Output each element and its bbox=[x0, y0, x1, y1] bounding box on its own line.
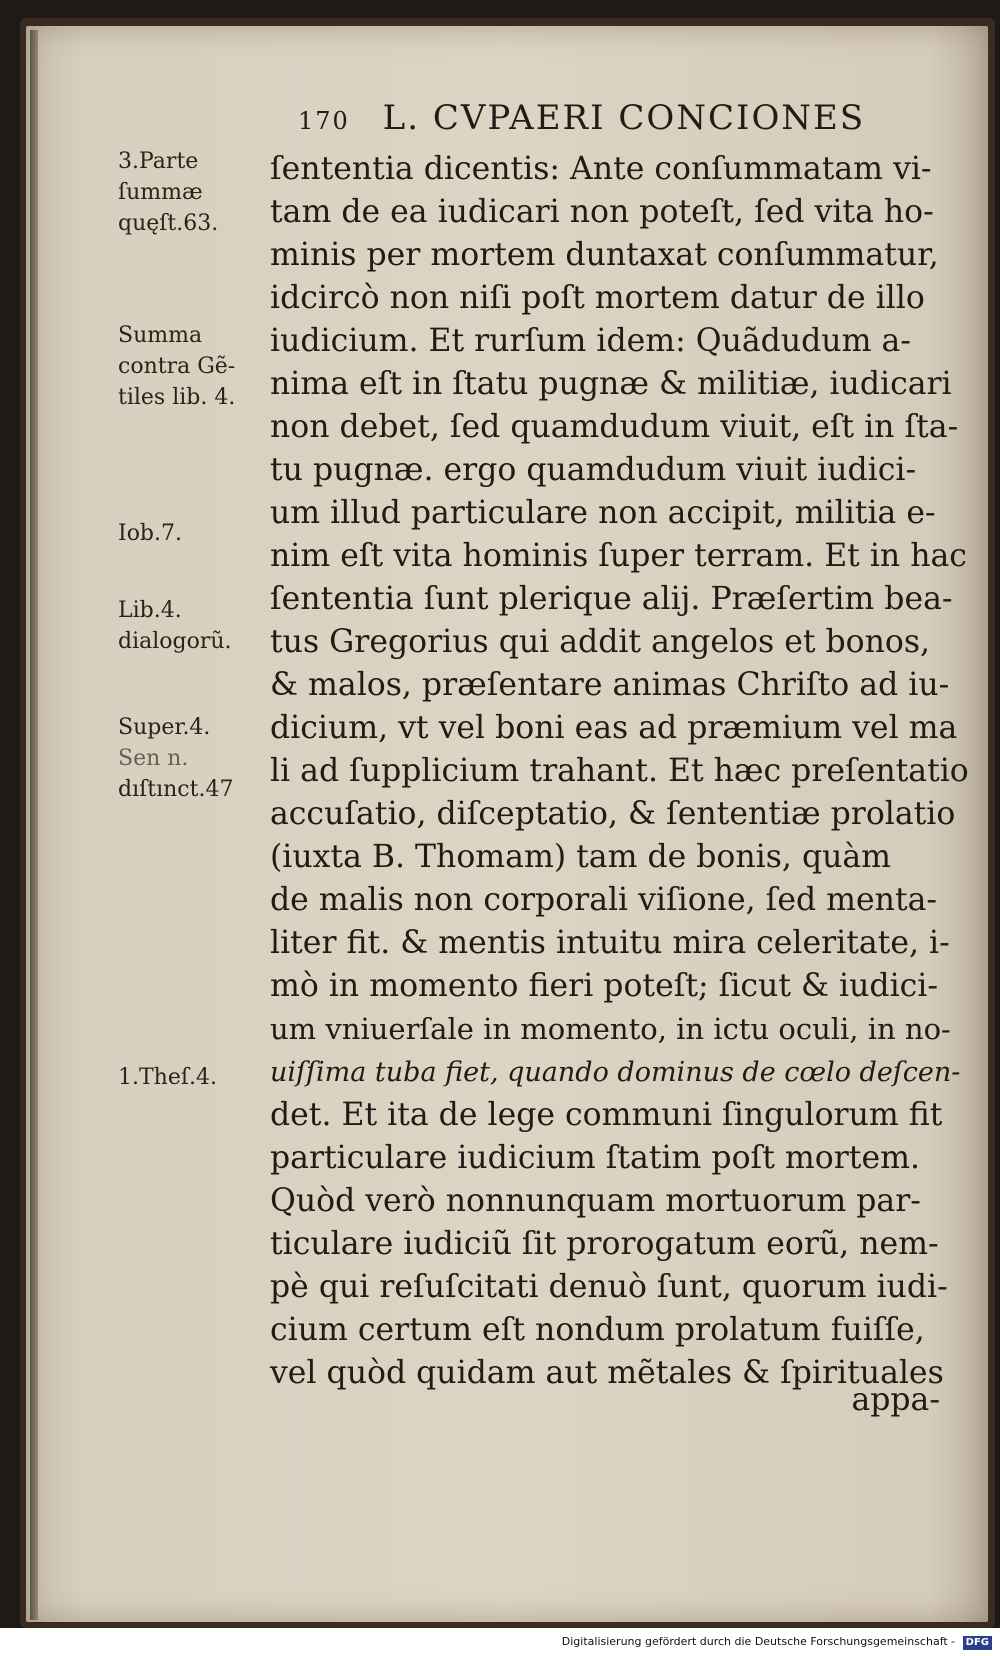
page-gutter bbox=[30, 30, 38, 1620]
running-title: L. CVPAERI CONCIONES bbox=[382, 98, 866, 138]
margin-note-line: quęſt.63. bbox=[118, 211, 219, 236]
text-line: liter fit. & mentis intuitu mira celeritate, i- bbox=[270, 925, 950, 961]
text-line: idcircò non niſi poſt mortem datur de illo bbox=[270, 280, 925, 316]
margin-note bbox=[118, 518, 182, 549]
text-line: det. Et ita de lege communi ſingulorum fit bbox=[270, 1097, 943, 1133]
catchword: appa- bbox=[851, 1382, 940, 1418]
margin-note-line: Super.4. bbox=[118, 715, 211, 740]
text-line: um illud particulare non accipit, militia e- bbox=[270, 495, 936, 531]
text-line: ticulare iudiciũ ſit prorogatum eorũ, nem- bbox=[270, 1226, 939, 1262]
text-line: nima eſt in ſtatu pugnæ & militiæ, iudicari bbox=[270, 366, 952, 402]
text-line: pè qui reſuſcitati denuò ſunt, quorum iudi- bbox=[270, 1269, 948, 1305]
text-line: non debet, ſed quamdudum viuit, eſt in ſta- bbox=[270, 409, 959, 445]
text-line: um vniuerſale in momento, in ictu oculi, in no- bbox=[270, 1012, 951, 1046]
text-line: Quòd verò nonnunquam mortuorum par- bbox=[270, 1183, 921, 1219]
page-number: 170 bbox=[298, 107, 350, 135]
text-line: tus Gregorius qui addit angelos et bonos, bbox=[270, 624, 931, 660]
margin-note-line: Sen n. bbox=[118, 746, 189, 771]
text-line: vel quòd quidam aut mẽtales & ſpirituales bbox=[270, 1355, 944, 1391]
text-line: li ad ſupplicium trahant. Et hæc preſentatio bbox=[270, 753, 969, 789]
margin-note bbox=[118, 146, 218, 239]
text-line: (iuxta B. Thomam) tam de bonis, quàm bbox=[270, 839, 892, 875]
text-line: mò in momento fieri poteſt; ſicut & iudici- bbox=[270, 968, 939, 1004]
margin-note-line: 1.Theſ.4. bbox=[118, 1065, 217, 1090]
text-line: ſententia ſunt plerique alij. Præſertim bea- bbox=[270, 581, 953, 617]
footer-credit: Digitalisierung gefördert durch die Deutsche Forschungsgemeinschaft - bbox=[561, 1635, 956, 1648]
text-line: ſententia dicentis: Ante conſummatam vi- bbox=[270, 151, 932, 187]
margin-note-line: Iob.7. bbox=[118, 521, 183, 546]
text-line: tam de ea iudicari non poteſt, ſed vita ho- bbox=[270, 194, 934, 230]
margin-note bbox=[118, 1062, 217, 1093]
dfg-logo: DFG bbox=[963, 1636, 992, 1650]
margin-note-line: dıſtınct.47 bbox=[118, 777, 234, 802]
text-line: tu pugnæ. ergo quamdudum viuit iudici- bbox=[270, 452, 917, 488]
margin-note bbox=[118, 595, 232, 657]
body-text bbox=[270, 148, 969, 1395]
margin-note-line: ſummæ bbox=[118, 180, 203, 205]
text-line: iudicium. Et rurſum idem: Quãdudum a- bbox=[270, 323, 911, 359]
margin-note-line: dialogorũ. bbox=[118, 629, 232, 654]
text-line: de malis non corporali viſione, ſed menta- bbox=[270, 882, 938, 918]
digitization-footer bbox=[0, 1628, 1000, 1656]
text-line: uiſſima tuba fiet, quando dominus de cœlo deſcen- bbox=[270, 1057, 961, 1088]
margin-note-line: 3.Parte bbox=[118, 149, 199, 174]
text-line: particulare iudicium ſtatim poſt mortem. bbox=[270, 1140, 920, 1176]
text-line: nim eſt vita hominis ſuper terram. Et in hac bbox=[270, 538, 967, 574]
margin-note-line: Lib.4. bbox=[118, 598, 182, 623]
text-line: cium certum eſt nondum prolatum fuiſſe, bbox=[270, 1312, 925, 1348]
margin-note-line: contra Gẽ- bbox=[118, 354, 236, 379]
page-header bbox=[298, 98, 865, 138]
margin-note-line: Summa bbox=[118, 323, 203, 348]
text-line: & malos, præſentare animas Chriſto ad iu- bbox=[270, 667, 950, 703]
text-line: accuſatio, diſceptatio, & ſententiæ prolatio bbox=[270, 796, 956, 832]
text-line: minis per mortem duntaxat conſummatur, bbox=[270, 237, 939, 273]
margin-note bbox=[118, 320, 235, 413]
margin-note-line: tiles lib. 4. bbox=[118, 385, 236, 410]
margin-note bbox=[118, 712, 233, 805]
text-line: dicium, vt vel boni eas ad præmium vel ma bbox=[270, 710, 958, 746]
